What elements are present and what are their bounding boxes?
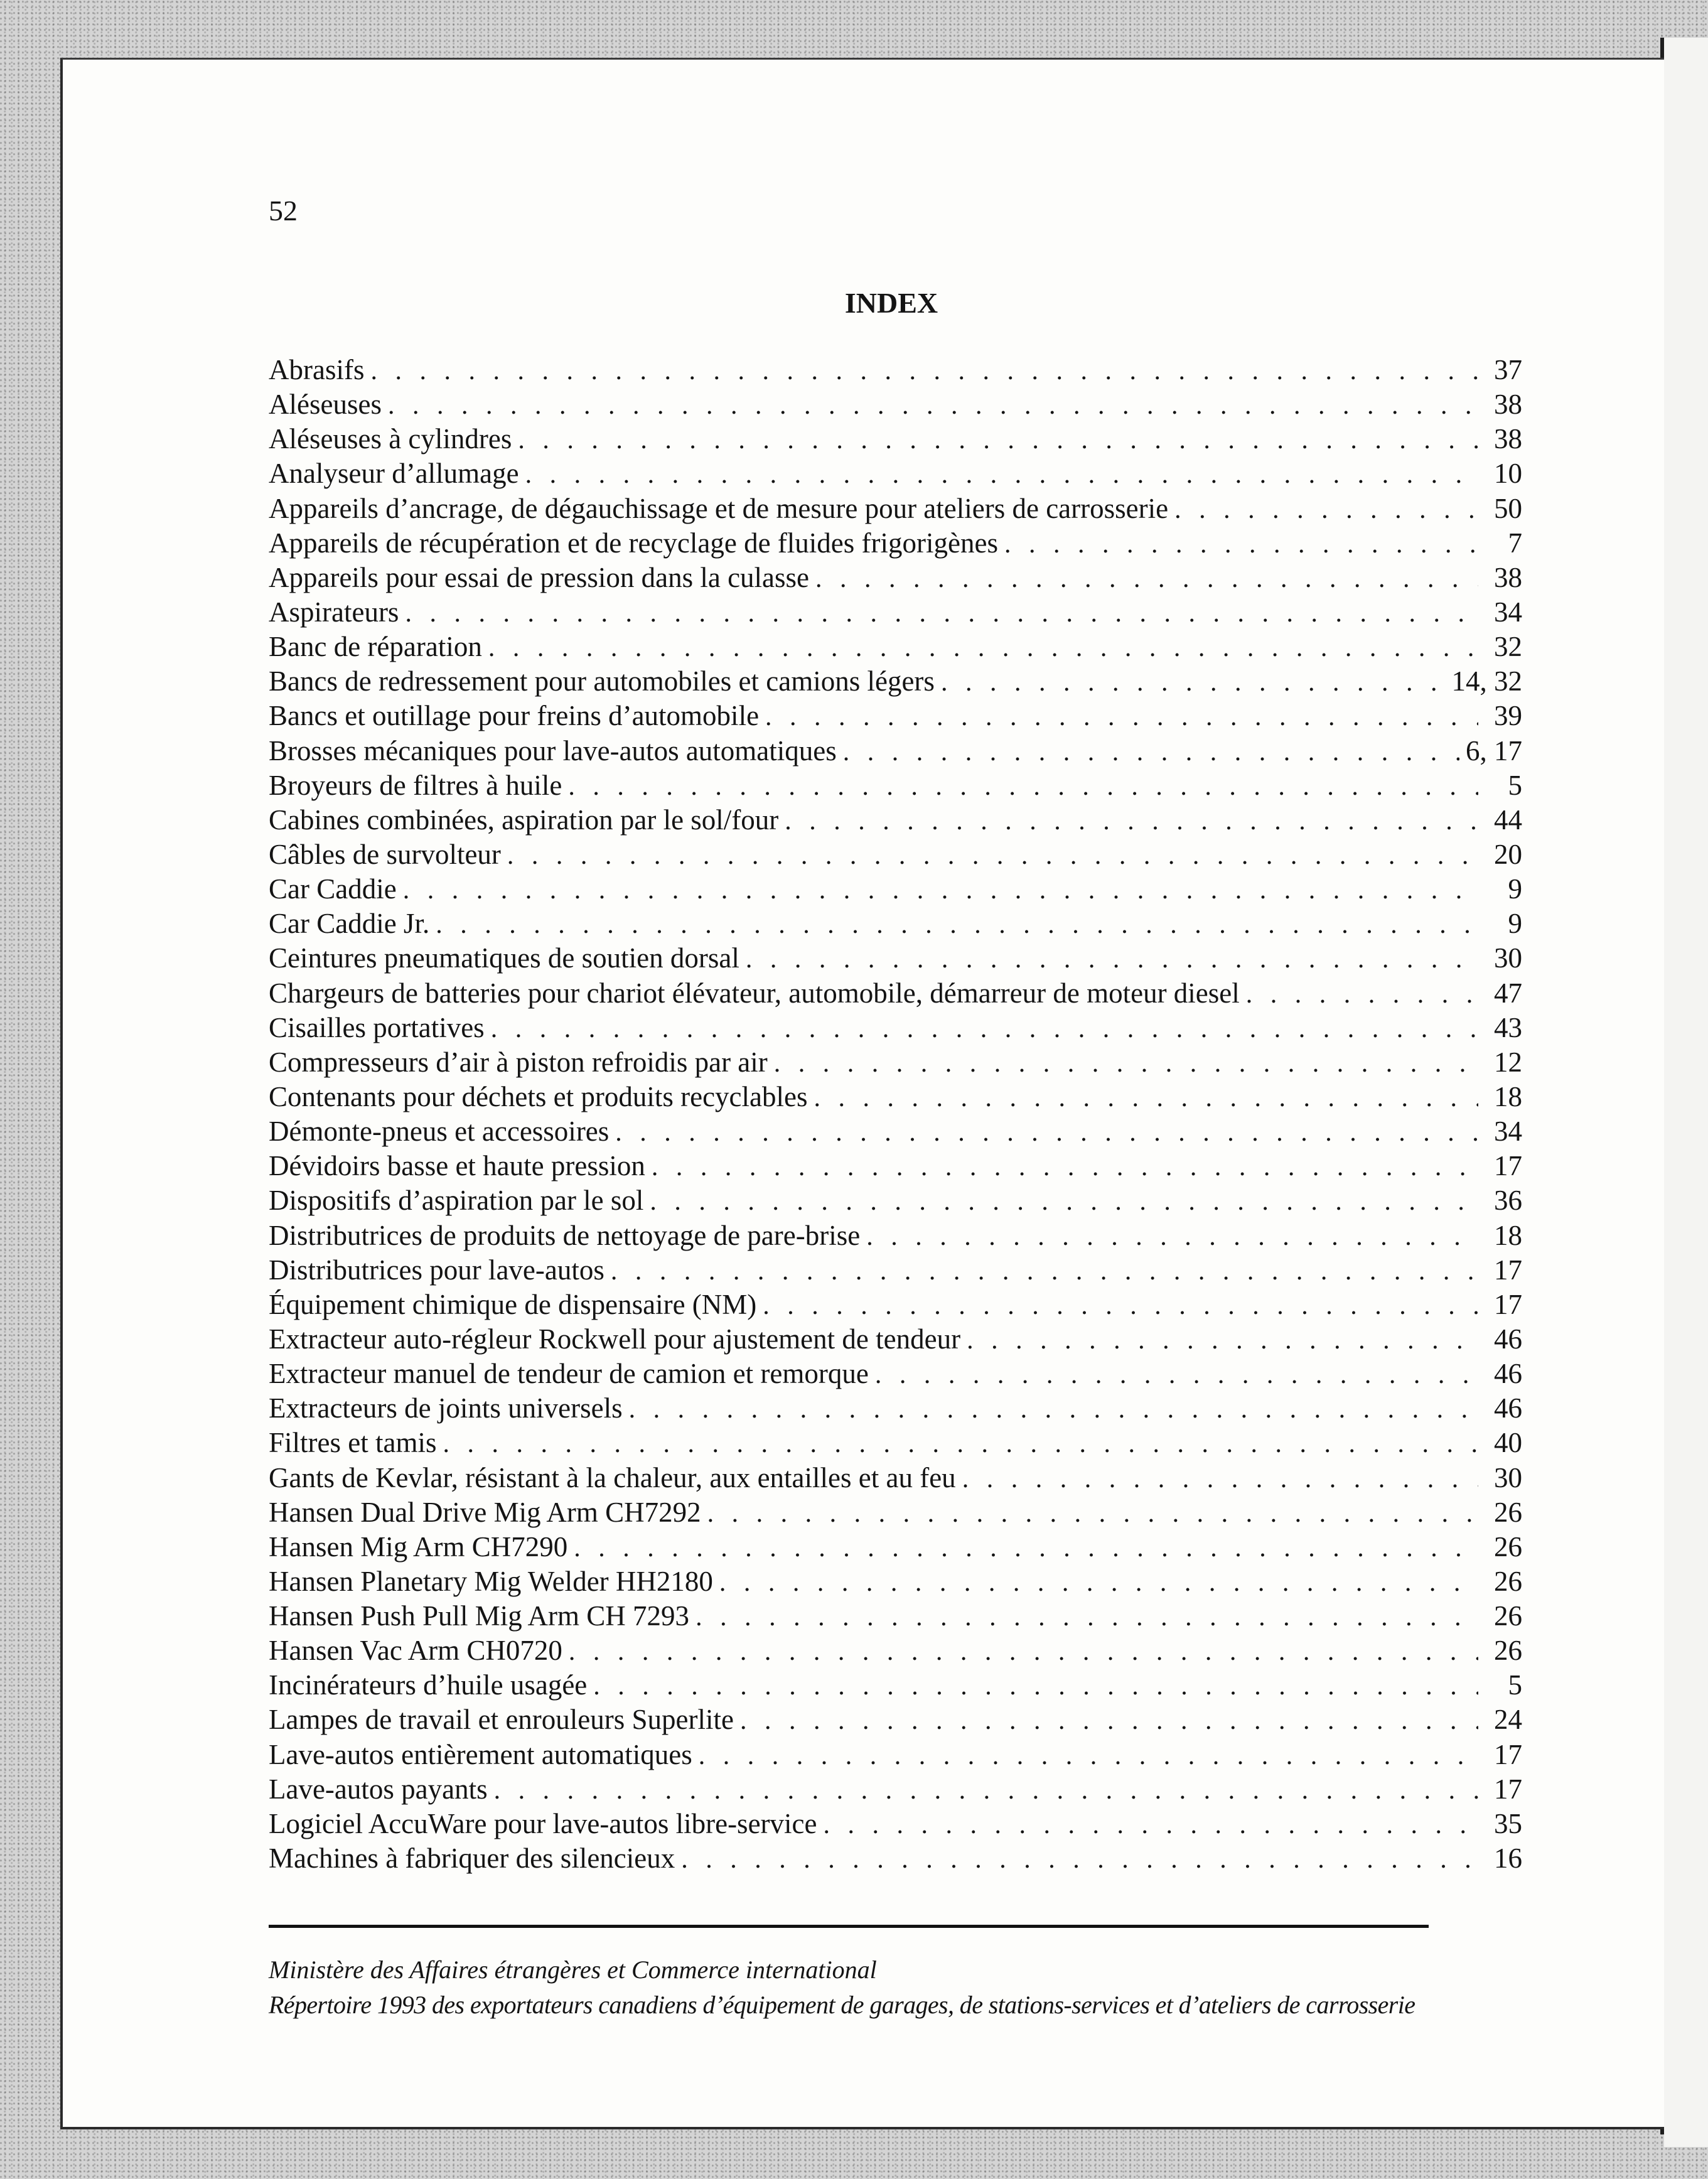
index-entry — [269, 1841, 1522, 1876]
index-entry — [269, 1772, 1522, 1807]
index-entry-term: Appareils pour essai de pression dans la culasse — [269, 561, 810, 593]
footer — [269, 1952, 1549, 2023]
dot-leader — [774, 1046, 1478, 1081]
index-entry-term: Lave-autos payants — [269, 1773, 488, 1805]
index-entry-page: 18 — [1494, 1080, 1522, 1112]
index-entry-term: Lave-autos entièrement automatiques — [269, 1738, 692, 1770]
index-entry-page: 37 — [1494, 354, 1522, 385]
index-entry-page: 26 — [1494, 1531, 1522, 1563]
page-number: 52 — [269, 195, 298, 227]
dot-leader — [611, 1254, 1478, 1289]
dot-leader — [681, 1843, 1478, 1877]
index-entry — [269, 1599, 1522, 1633]
index-entry — [269, 734, 1522, 768]
index-entry-page: 40 — [1494, 1427, 1522, 1459]
index-entry-page: 43 — [1494, 1011, 1522, 1043]
index-entry — [269, 872, 1522, 907]
index-entry — [269, 387, 1522, 422]
index-entry-page: 17 — [1494, 1254, 1522, 1286]
index-entry — [269, 837, 1522, 872]
index-entry-page: 32 — [1494, 631, 1522, 663]
dot-leader — [746, 942, 1478, 977]
page-title: INDEX — [844, 287, 938, 319]
dot-leader — [443, 1427, 1478, 1461]
index-entry-term: Lampes de travail et enrouleurs Superlite — [269, 1704, 734, 1736]
index-entry-page: 5 — [1508, 1669, 1522, 1701]
dot-leader — [843, 735, 1459, 770]
index-entry-page: 9 — [1508, 873, 1522, 905]
dot-leader — [875, 1358, 1478, 1392]
index-entry — [269, 1219, 1522, 1253]
index-entry-term: Gants de Kevlar, résistant à la chaleur, aux entailles et au feu — [269, 1461, 956, 1493]
index-entry-page: 46 — [1494, 1392, 1522, 1424]
footer-publisher: Ministère des Affaires étrangères et Commerce international — [269, 1956, 877, 1984]
index-entry-page: 44 — [1494, 804, 1522, 836]
index-entry-page: 24 — [1494, 1704, 1522, 1736]
index-entry-page: 12 — [1494, 1046, 1522, 1078]
dot-leader — [815, 562, 1478, 596]
dot-leader — [696, 1600, 1478, 1635]
index-entry — [269, 595, 1522, 630]
dot-leader — [719, 1566, 1478, 1600]
index-entry-page: 30 — [1494, 1461, 1522, 1493]
index-entry — [269, 976, 1522, 1011]
index-entry-page: 10 — [1494, 458, 1522, 490]
next-page-edge — [1664, 38, 1708, 2147]
index-entry-page: 26 — [1494, 1635, 1522, 1667]
index-entry-term: Broyeurs de filtres à huile — [269, 769, 562, 801]
dot-leader — [388, 389, 1478, 423]
index-entry — [269, 699, 1522, 733]
index-entry — [269, 1633, 1522, 1668]
index-entry-page: 35 — [1494, 1807, 1522, 1839]
dot-leader — [652, 1150, 1478, 1185]
footer-publication-title: Répertoire 1993 des exportateurs canadiens d’équipement de garages, de stations-services et d’ateliers de carrosserie — [269, 1991, 1415, 2019]
index-entry — [269, 630, 1522, 664]
dot-leader — [405, 596, 1478, 631]
index-entry-term: Extracteur manuel de tendeur de camion et remorque — [269, 1358, 869, 1390]
index-entry-term: Filtres et tamis — [269, 1427, 437, 1459]
index-entry-term: Hansen Planetary Mig Welder HH2180 — [269, 1565, 713, 1597]
index-entry — [269, 1288, 1522, 1322]
dot-leader — [507, 839, 1478, 873]
dot-leader — [494, 1773, 1478, 1808]
index-entry-page: 46 — [1494, 1358, 1522, 1390]
index-entry-page: 18 — [1494, 1219, 1522, 1251]
index-entry — [269, 1738, 1522, 1772]
dot-leader — [488, 631, 1478, 665]
index-entry-term: Car Caddie — [269, 873, 397, 905]
index-entry-term: Distributrices de produits de nettoyage de pare-brise — [269, 1219, 861, 1251]
dot-leader — [785, 804, 1478, 839]
dot-leader — [525, 458, 1478, 492]
index-entry-term: Bancs de redressement pour automobiles et camions légers — [269, 665, 935, 697]
index-entry-term: Extracteurs de joints universels — [269, 1392, 623, 1424]
index-entry-term: Dévidoirs basse et haute pression — [269, 1150, 645, 1182]
index-entry — [269, 1495, 1522, 1530]
index-entry — [269, 768, 1522, 803]
dot-leader — [1174, 493, 1478, 527]
index-entry — [269, 907, 1522, 941]
index-entry — [269, 1322, 1522, 1357]
index-entry — [269, 1461, 1522, 1495]
index-entry-page: 46 — [1494, 1323, 1522, 1355]
index-entry-page: 6, 17 — [1466, 734, 1522, 767]
index-entry-page: 38 — [1494, 423, 1522, 455]
index-entry-term: Démonte-pneus et accessoires — [269, 1116, 610, 1148]
index-entry-term: Machines à fabriquer des silencieux — [269, 1843, 675, 1875]
index-entry — [269, 561, 1522, 595]
index-entry-term: Aspirateurs — [269, 596, 399, 628]
index-entry — [269, 1253, 1522, 1288]
index-entry-term: Logiciel AccuWare pour lave-autos libre-service — [269, 1807, 817, 1839]
index-entry-page: 38 — [1494, 561, 1522, 593]
index-entry-term: Câbles de survolteur — [269, 838, 501, 870]
index-entry-term: Brosses mécaniques pour lave-autos automatiques — [269, 734, 837, 767]
index-entry-term: Cabines combinées, aspiration par le sol/four — [269, 804, 779, 836]
index-entry — [269, 1668, 1522, 1703]
dot-leader — [518, 423, 1478, 458]
index-entry-term: Banc de réparation — [269, 631, 482, 663]
index-entry-page: 17 — [1494, 1288, 1522, 1320]
index-entry — [269, 1149, 1522, 1183]
index-entry-page: 34 — [1494, 596, 1522, 628]
index-entry-term: Hansen Dual Drive Mig Arm CH7292 — [269, 1496, 701, 1528]
dot-leader — [593, 1669, 1478, 1704]
index-entry — [269, 456, 1522, 491]
index-entry — [269, 941, 1522, 976]
index-entry-term: Aléseuses — [269, 389, 382, 421]
dot-leader — [1246, 977, 1478, 1012]
index-entry-term: Hansen Vac Arm CH0720 — [269, 1635, 562, 1667]
index-entry-term: Équipement chimique de dispensaire (NM) — [269, 1288, 757, 1320]
dot-leader — [568, 770, 1478, 804]
index-entry — [269, 1426, 1522, 1460]
dot-leader — [629, 1392, 1478, 1427]
index-entry-term: Incinérateurs d’huile usagée — [269, 1669, 588, 1701]
index-entry-term: Appareils d’ancrage, de dégauchissage et de mesure pour ateliers de carrosserie — [269, 492, 1169, 524]
dot-leader — [941, 665, 1446, 700]
index-entry — [269, 492, 1522, 526]
index-entry-term: Extracteur auto-régleur Rockwell pour ajustement de tendeur — [269, 1323, 961, 1355]
dot-leader — [707, 1497, 1478, 1531]
dot-leader — [866, 1220, 1478, 1254]
index-entry — [269, 1357, 1522, 1391]
index-list — [269, 353, 1522, 1876]
index-entry — [269, 1114, 1522, 1149]
index-entry-page: 17 — [1494, 1150, 1522, 1182]
index-entry — [269, 664, 1522, 699]
index-entry — [269, 526, 1522, 561]
dot-leader — [740, 1704, 1478, 1738]
index-entry-term: Compresseurs d’air à piston refroidis par air — [269, 1046, 768, 1078]
index-entry-term: Analyseur d’allumage — [269, 458, 519, 490]
index-entry — [269, 1183, 1522, 1218]
dot-leader — [650, 1185, 1478, 1219]
index-entry — [269, 803, 1522, 837]
dot-leader — [763, 1289, 1478, 1323]
index-entry-term: Bancs et outillage pour freins d’automobile — [269, 700, 760, 732]
index-entry-page: 50 — [1494, 492, 1522, 524]
index-entry-term: Distributrices pour lave-autos — [269, 1254, 604, 1286]
dot-leader — [967, 1323, 1478, 1358]
index-entry — [269, 1045, 1522, 1080]
dot-leader — [403, 873, 1478, 908]
index-entry-page: 30 — [1494, 942, 1522, 974]
dot-leader — [962, 1462, 1478, 1497]
footer-divider — [269, 1925, 1429, 1928]
index-entry-page: 26 — [1494, 1496, 1522, 1528]
index-entry-term: Appareils de récupération et de recyclage de fluides frigorigènes — [269, 527, 998, 559]
dot-leader — [615, 1116, 1478, 1150]
index-entry — [269, 1391, 1522, 1426]
dot-leader — [491, 1012, 1478, 1046]
index-entry-term: Cisailles portatives — [269, 1011, 485, 1043]
index-entry-page: 36 — [1494, 1185, 1522, 1217]
index-entry-page: 16 — [1494, 1843, 1522, 1875]
index-entry-term: Aléseuses à cylindres — [269, 423, 512, 455]
dot-leader — [569, 1635, 1478, 1669]
index-entry-page: 20 — [1494, 838, 1522, 870]
index-entry — [269, 353, 1522, 387]
index-entry-page: 5 — [1508, 769, 1522, 801]
index-entry — [269, 1011, 1522, 1045]
dot-leader — [436, 908, 1478, 942]
index-entry-page: 26 — [1494, 1600, 1522, 1632]
index-entry-page: 39 — [1494, 700, 1522, 732]
index-entry — [269, 1564, 1522, 1599]
index-entry-page: 26 — [1494, 1565, 1522, 1597]
index-entry — [269, 1530, 1522, 1564]
index-entry-term: Hansen Push Pull Mig Arm CH 7293 — [269, 1600, 690, 1632]
index-entry — [269, 1807, 1522, 1841]
dot-leader — [823, 1808, 1478, 1843]
index-entry-term: Hansen Mig Arm CH7290 — [269, 1531, 568, 1563]
index-entry-term: Abrasifs — [269, 354, 365, 385]
index-entry — [269, 422, 1522, 456]
dot-leader — [814, 1081, 1479, 1116]
dot-leader — [1004, 527, 1478, 562]
index-entry-page: 14, 32 — [1451, 665, 1522, 697]
index-entry-page: 34 — [1494, 1116, 1522, 1148]
dot-leader — [370, 354, 1478, 389]
index-entry-page: 38 — [1494, 389, 1522, 421]
index-entry-page: 17 — [1494, 1773, 1522, 1805]
index-entry-term: Chargeurs de batteries pour chariot élévateur, automobile, démarreur de moteur diesel — [269, 977, 1240, 1009]
index-entry — [269, 1080, 1522, 1114]
index-entry-page: 9 — [1508, 908, 1522, 940]
index-entry-term: Dispositifs d’aspiration par le sol — [269, 1185, 644, 1217]
index-entry-term: Car Caddie Jr. — [269, 908, 430, 940]
index-entry-term: Ceintures pneumatiques de soutien dorsal — [269, 942, 739, 974]
dot-leader — [699, 1739, 1478, 1773]
index-entry-page: 47 — [1494, 977, 1522, 1009]
index-entry-page: 17 — [1494, 1738, 1522, 1770]
dot-leader — [765, 700, 1478, 734]
dot-leader — [574, 1531, 1478, 1566]
index-entry-term: Contenants pour déchets et produits recyclables — [269, 1080, 808, 1112]
index-entry — [269, 1703, 1522, 1737]
index-entry-page: 7 — [1508, 527, 1522, 559]
